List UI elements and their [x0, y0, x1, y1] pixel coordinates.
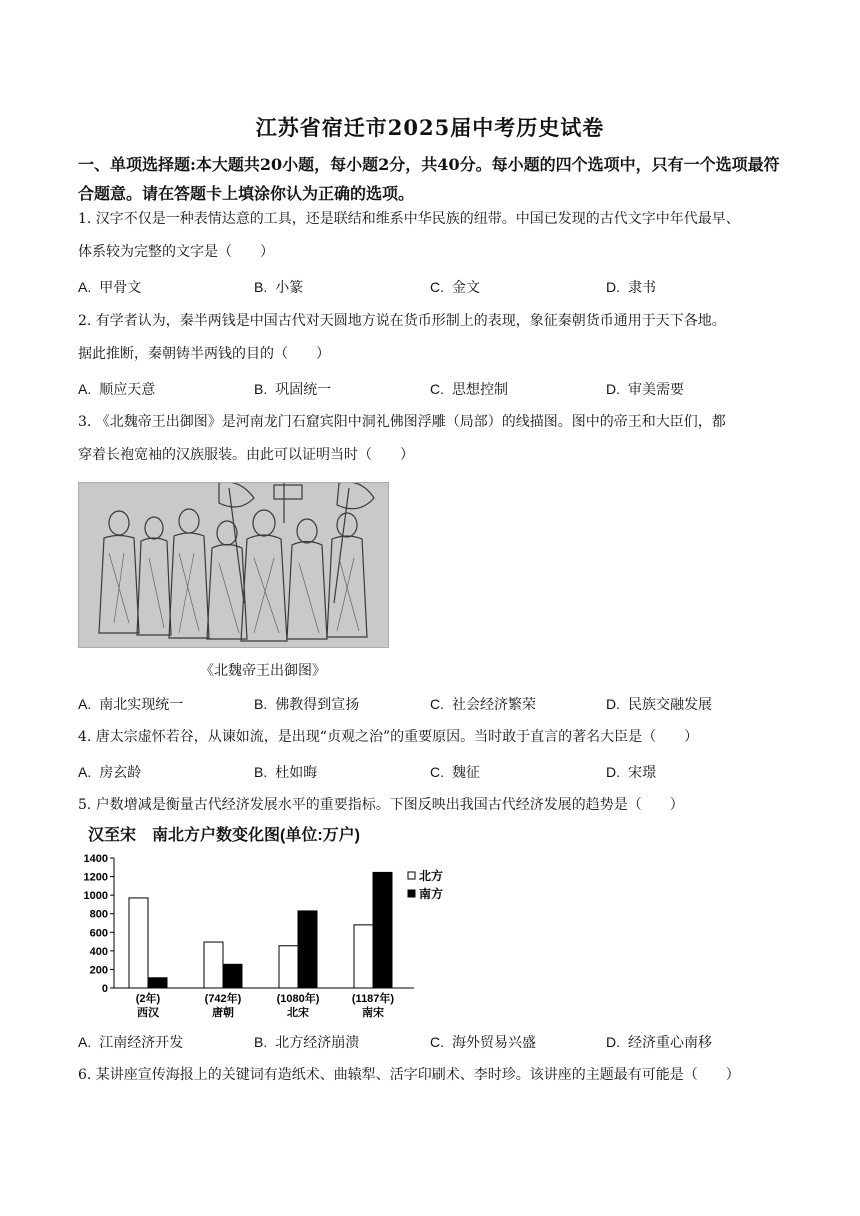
option-b[interactable]: B. 小篆 — [254, 279, 304, 296]
bar-south — [373, 872, 392, 988]
option-a[interactable]: A. 顺应天意 — [78, 381, 156, 398]
bar-north — [129, 898, 148, 988]
x-tick-year-label: (1080年) — [276, 993, 320, 1005]
question-1-options — [78, 277, 790, 299]
option-b[interactable]: B. 北方经济崩溃 — [254, 1034, 360, 1051]
option-d[interactable]: D. 隶书 — [606, 279, 656, 296]
option-a[interactable]: A. 房玄龄 — [78, 764, 142, 781]
option-d[interactable]: D. 宋璟 — [606, 764, 656, 781]
bar-north — [279, 946, 298, 988]
question-3 — [78, 406, 790, 472]
chart-svg — [78, 822, 458, 1022]
y-tick-label: 600 — [89, 927, 108, 940]
y-tick-label: 0 — [101, 983, 108, 995]
x-tick-dynasty-label: 唐朝 — [212, 1007, 234, 1019]
question-1 — [78, 203, 790, 269]
x-tick-dynasty-label: 南宋 — [362, 1007, 384, 1019]
question-6 — [78, 1059, 790, 1092]
y-tick-label: 400 — [89, 945, 108, 958]
option-d[interactable]: D. 民族交融发展 — [606, 696, 712, 713]
relief-line-drawing-image — [78, 482, 389, 648]
bar-south — [223, 964, 242, 988]
y-tick-label: 200 — [89, 964, 108, 977]
option-a[interactable]: A. 甲骨文 — [78, 279, 142, 296]
x-tick-year-label: (1187年) — [351, 993, 395, 1005]
option-d[interactable]: D. 审美需要 — [606, 381, 684, 398]
y-tick-label: 1200 — [83, 871, 108, 884]
question-3-options — [78, 694, 790, 716]
legend-swatch — [408, 890, 415, 897]
question-2-options — [78, 379, 790, 401]
figure-caption: 《北魏帝王出御图》 — [200, 663, 326, 679]
question-line: 4. 唐太宗虚怀若谷，从谏如流，是出现“贞观之治”的重要原因。当时敢于直言的著名大臣是（ ） — [78, 729, 699, 745]
option-a[interactable]: A. 江南经济开发 — [78, 1034, 184, 1051]
question-4 — [78, 721, 790, 754]
option-b[interactable]: B. 佛教得到宣扬 — [254, 696, 360, 713]
option-b[interactable]: B. 巩固统一 — [254, 381, 332, 398]
question-line: 5. 户数增减是衡量古代经济发展水平的重要指标。下图反映出我国古代经济发展的趋势是（ ） — [78, 797, 684, 813]
question-line: 1. 汉字不仅是一种表情达意的工具，还是联结和维系中华民族的纽带。中国已发现的古代文字中年代最早、 — [78, 211, 740, 227]
x-tick-dynasty-label: 西汉 — [137, 1007, 159, 1019]
question-4-options — [78, 762, 790, 784]
option-c[interactable]: C. 思想控制 — [430, 381, 508, 398]
question-line: 2. 有学者认为，秦半两钱是中国古代对天圆地方说在货币形制上的表现，象征秦朝货币通用于天下各地。 — [78, 313, 726, 329]
question-line: 据此推断，秦朝铸半两钱的目的（ ） — [78, 346, 330, 362]
option-c[interactable]: C. 魏征 — [430, 764, 480, 781]
x-tick-year-label: (742年) — [204, 993, 242, 1005]
bar-south — [148, 978, 167, 988]
question-5 — [78, 789, 790, 822]
option-c[interactable]: C. 社会经济繁荣 — [430, 696, 536, 713]
y-tick-label: 800 — [89, 908, 108, 921]
question-line: 穿着长袍宽袖的汉族服装。由此可以证明当时（ ） — [78, 447, 414, 463]
y-tick-label: 1400 — [83, 853, 108, 865]
legend-label: 南方 — [419, 887, 444, 901]
chart-title: 汉至宋 南北方户数变化图(单位:万户) — [88, 827, 360, 844]
legend-label: 北方 — [419, 869, 444, 883]
question-line: 3. 《北魏帝王出御图》是河南龙门石窟宾阳中洞礼佛图浮雕（局部）的线描图。图中的帝王和大臣们，都 — [78, 414, 726, 430]
bar-north — [204, 942, 223, 988]
option-c[interactable]: C. 海外贸易兴盛 — [430, 1034, 536, 1051]
option-a[interactable]: A. 南北实现统一 — [78, 696, 184, 713]
y-tick-label: 1000 — [83, 890, 108, 903]
question-5-options — [78, 1032, 790, 1054]
option-d[interactable]: D. 经济重心南移 — [606, 1034, 712, 1051]
page-title: 江苏省宿迁市2025届中考历史试卷 — [255, 115, 605, 140]
x-tick-year-label: (2年) — [135, 993, 161, 1005]
bar-north — [354, 925, 373, 988]
question-2 — [78, 305, 790, 371]
bar-south — [298, 911, 317, 988]
households-bar-chart — [78, 822, 458, 1022]
section-heading: 一、单项选择题:本大题共20小题，每小题2分，共40分。每小题的四个选项中，只有一个选项最符合题意。请在答题卡上填涂你认为正确的选项。 — [78, 155, 780, 203]
option-b[interactable]: B. 杜如晦 — [254, 764, 318, 781]
question-line: 体系较为完整的文字是（ ） — [78, 244, 274, 260]
x-tick-dynasty-label: 北宋 — [287, 1007, 309, 1019]
option-c[interactable]: C. 金文 — [430, 279, 480, 296]
question-line: 6. 某讲座宣传海报上的关键词有造纸术、曲辕犁、活字印刷术、李时珍。该讲座的主题最有可能是（ ） — [78, 1067, 740, 1083]
relief-drawing-svg — [79, 483, 388, 647]
legend-swatch — [408, 872, 415, 879]
